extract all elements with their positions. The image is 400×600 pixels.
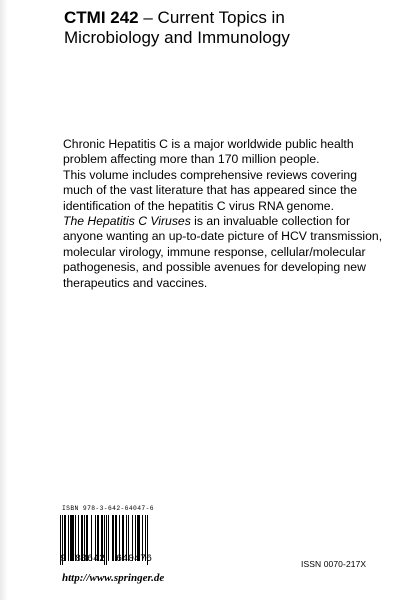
- ean-group-1: 783642: [69, 554, 106, 565]
- isbn-label: ISBN 978-3-642-64047-6: [62, 505, 154, 512]
- series-title: – Current Topics in Microbiology and Immunology: [64, 8, 290, 47]
- ean-lead-digit: 9: [60, 554, 67, 565]
- book-summary: [63, 137, 383, 291]
- series-code: CTMI 242: [64, 8, 139, 27]
- series-heading: [64, 8, 384, 48]
- summary-paragraph-3-text: is an invaluable collection for anyone wanting an up-to-date picture of HCV transmission, molecular virology, immune response, cellular/molecular pathogenesis, and possible avenues for developing new therapeutics and vaccines.: [63, 214, 383, 290]
- book-title: The Hepatitis C Viruses: [63, 214, 191, 229]
- publisher-website: http://www.springer.de: [62, 572, 165, 584]
- cover-edge-shadow: [0, 0, 8, 600]
- summary-paragraph-3: [63, 214, 383, 291]
- summary-paragraph-2: This volume includes comprehensive reviews covering much of the vast literature that has appeared since the identification of the hepatitis C virus RNA genome.: [63, 167, 358, 213]
- issn-label: ISSN 0070-217X: [301, 559, 367, 569]
- summary-paragraph-1: Chronic Hepatitis C is a major worldwide public health problem affecting more than 170 million people.: [63, 137, 354, 167]
- ean-group-2: 640476: [116, 554, 153, 565]
